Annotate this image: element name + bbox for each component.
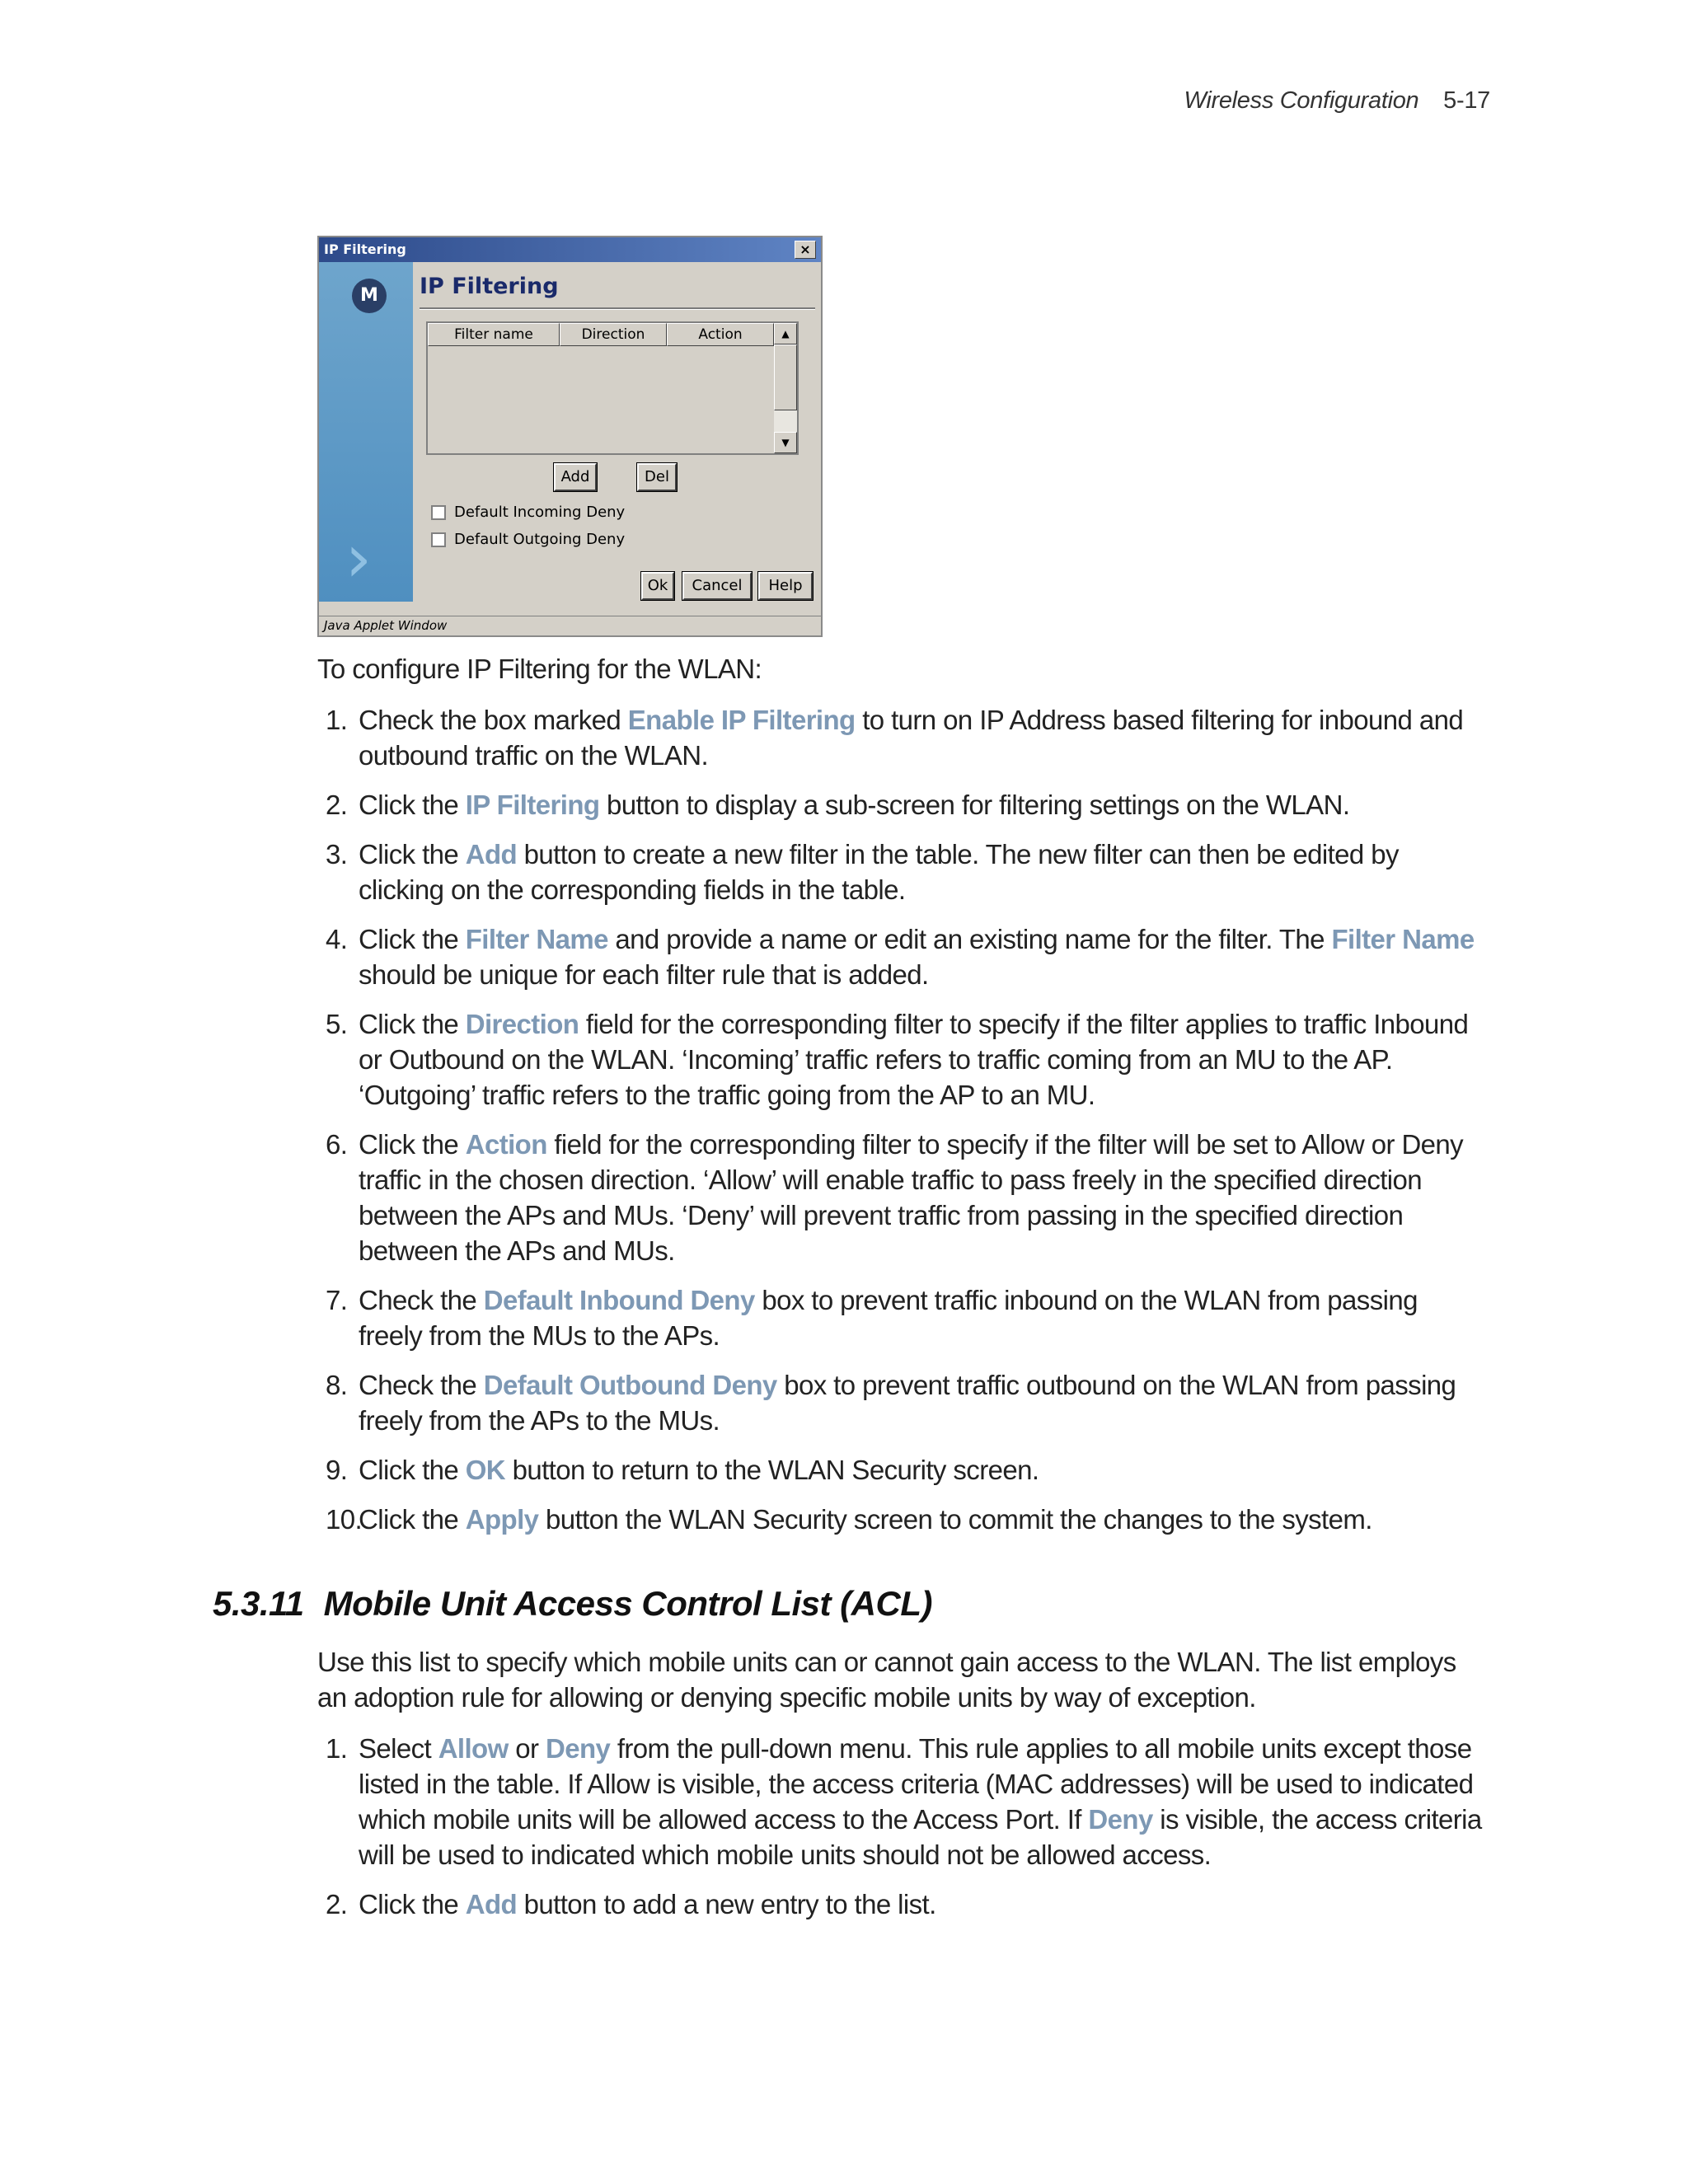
step-text: and provide a name or edit an existing name for the filter. The [607,924,1332,954]
step-text: box to prevent traffic inbound on the WLAN from passing freely from the MUs to the APs. [359,1285,1418,1351]
step-text: field for the corresponding filter to specify if the filter will be set to Allow or Deny traffic in the chosen direction. ‘Allow’ will enable traffic to pass freely in the specified direction between the APs and MUs. ‘Deny’ will prevent traffic from passing in the specified direction between the APs and MUs. [359,1129,1464,1266]
ui-term: Default Inbound Deny [483,1285,755,1315]
ip-filtering-steps [317,702,1488,1551]
column-header-direction[interactable]: Direction [560,323,667,346]
add-button[interactable]: Add [554,463,597,491]
ui-term: Filter Name [465,924,608,954]
step-number: 2. [326,790,348,820]
list-item [317,787,1488,823]
step-text: button to add a new entry to the list. [517,1889,936,1919]
close-icon[interactable]: × [795,241,816,259]
step-number: 6. [326,1129,348,1160]
step-text: Check the [359,1370,484,1400]
ui-term: OK [465,1455,506,1485]
ui-term: Enable IP Filtering [627,705,856,735]
dialog-window-title: IP Filtering [324,241,406,257]
procedure-intro: To configure IP Filtering for the WLAN: [317,654,762,684]
step-number: 9. [326,1455,348,1485]
applet-status-bar: Java Applet Window [319,616,821,635]
default-incoming-deny-checkbox[interactable] [431,504,625,521]
help-button[interactable]: Help [758,572,813,600]
step-number: 1. [326,705,348,735]
list-item [317,1282,1488,1353]
page-number: 5-17 [1443,87,1490,114]
chevron-right-icon: › [345,520,372,597]
scroll-thumb[interactable] [774,344,797,410]
ip-filtering-dialog [317,236,823,637]
step-number: 3. [326,839,348,869]
step-number: 4. [326,924,348,954]
step-text: from the pull-down menu. This rule applies to all mobile units except those listed in the table. If Allow is visible, the access criteria (MAC addresses) will be used to indicated which mobile units will be allowed access to the Access Port. If [359,1733,1474,1835]
column-header-filter-name[interactable]: Filter name [428,323,560,346]
step-number: 1. [326,1733,348,1764]
section-intro: Use this list to specify which mobile units can or cannot gain access to the WLAN. The list employs an adoption rule for allowing or denying specific mobile units by way of exception. [317,1647,1456,1713]
step-text: button to return to the WLAN Security screen. [505,1455,1039,1485]
ui-term: Deny [545,1733,611,1764]
ui-term: Apply [465,1504,539,1535]
step-text: Click the [359,1129,466,1160]
ok-button[interactable]: Ok [641,572,674,600]
ui-term: Deny [1088,1804,1153,1835]
step-text: Check the [359,1285,484,1315]
step-number: 2. [326,1889,348,1919]
step-text: is visible, the access criteria will be used to indicated which mobile units should not be allowed access. [359,1804,1482,1870]
step-text: to turn on IP Address based filtering for inbound and outbound traffic on the WLAN. [359,705,1464,771]
del-button[interactable]: Del [637,463,677,491]
step-number: 8. [326,1370,348,1400]
list-item [317,837,1488,907]
ui-term: Action [465,1129,547,1160]
list-item [317,1731,1488,1872]
step-text: Click the [359,924,466,954]
ui-term: Add [465,839,518,869]
list-item [317,1367,1488,1438]
running-header-title: Wireless Configuration [1184,87,1419,114]
checkbox-label: Default Outgoing Deny [454,531,626,548]
page-header [1184,87,1490,115]
scroll-up-icon[interactable]: ▲ [774,323,797,344]
ui-term: Default Outbound Deny [483,1370,777,1400]
step-number: 5. [326,1009,348,1039]
ui-term: Allow [438,1733,509,1764]
list-item [317,1127,1488,1268]
acl-steps [317,1731,1488,1936]
column-header-action[interactable]: Action [667,323,774,346]
step-text: or [508,1733,546,1764]
section-heading [213,1584,932,1624]
step-text: Click the [359,1009,466,1039]
step-number: 10. [326,1504,363,1535]
step-text: Select [359,1733,438,1764]
checkbox-label: Default Incoming Deny [454,504,626,521]
list-item [317,1452,1488,1488]
scroll-down-icon[interactable]: ▼ [774,432,797,453]
table-scrollbar[interactable] [774,323,797,453]
ui-term: IP Filtering [465,790,600,820]
step-text: Click the [359,790,466,820]
section-title: Mobile Unit Access Control List (ACL) [323,1584,932,1623]
list-item [317,1886,1488,1922]
ui-term: Filter Name [1331,924,1475,954]
step-text: field for the corresponding filter to specify if the filter applies to traffic Inbound or Outbound on the WLAN. ‘Incoming’ traffic refers to traffic coming from an MU to the AP. ‘Outgoing’ traffic refers to the traffic going from the AP to an MU. [359,1009,1469,1110]
heading-divider [420,307,815,310]
list-item [317,702,1488,773]
list-item [317,1006,1488,1113]
motorola-logo-icon: M [352,279,387,313]
dialog-titlebar [319,237,821,262]
dialog-side-panel [319,262,413,602]
step-text: Check the box marked [359,705,628,735]
step-text: button to create a new filter in the table. The new filter can then be edited by clicking on the corresponding fields in the table. [359,839,1399,905]
filter-table[interactable] [426,321,799,455]
filter-table-body[interactable] [428,346,774,453]
checkbox-box[interactable] [431,505,446,520]
list-item [317,1502,1488,1537]
dialog-heading: IP Filtering [420,274,559,299]
default-outgoing-deny-checkbox[interactable] [431,531,625,548]
step-text: box to prevent traffic outbound on the WLAN from passing freely from the APs to the MUs. [359,1370,1456,1436]
step-text: Click the [359,1889,466,1919]
ui-term: Direction [465,1009,579,1039]
checkbox-box[interactable] [431,532,446,547]
step-text: Click the [359,1504,466,1535]
step-text: button to display a sub-screen for filtering settings on the WLAN. [599,790,1350,820]
step-text: button the WLAN Security screen to commit the changes to the system. [538,1504,1372,1535]
section-number: 5.3.11 [213,1584,304,1623]
list-item [317,921,1488,992]
ui-term: Add [465,1889,518,1919]
step-text: should be unique for each filter rule that is added. [359,959,929,990]
cancel-button[interactable]: Cancel [682,572,752,600]
step-text: Click the [359,1455,466,1485]
step-number: 7. [326,1285,348,1315]
step-text: Click the [359,839,466,869]
